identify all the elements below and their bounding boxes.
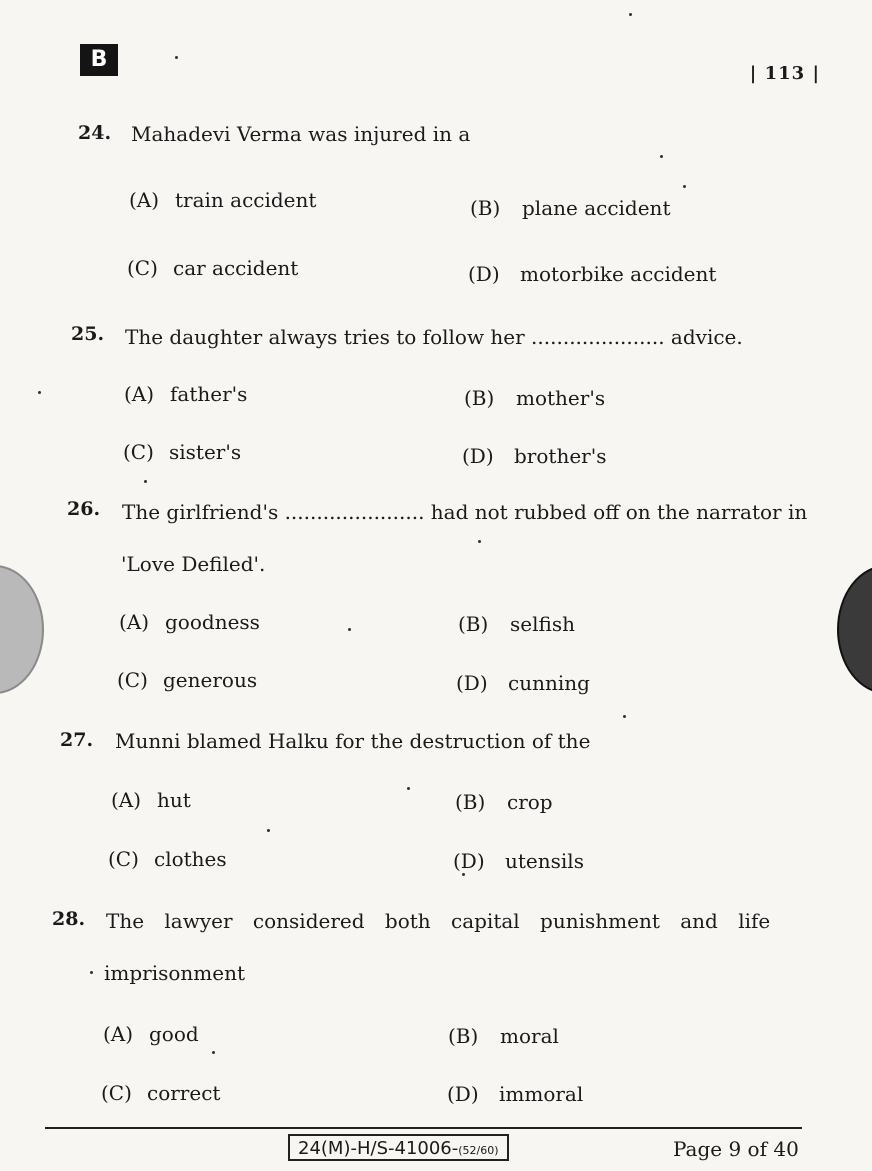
- option-text: selfish: [510, 612, 575, 636]
- scan-speck: [144, 480, 147, 483]
- option-label: (A): [103, 1022, 134, 1046]
- paper-code-text: 24(M)-H/S-41006-: [298, 1138, 459, 1159]
- option-label: (D): [456, 671, 488, 695]
- question-text: The lawyer considered both capital punishment and life: [106, 909, 771, 933]
- scan-speck: [629, 13, 632, 16]
- option-text: correct: [147, 1081, 221, 1105]
- scan-speck: [478, 540, 481, 543]
- page-number: Page 9 of 40: [673, 1137, 799, 1161]
- option-a: [111, 788, 191, 812]
- question-text: Mahadevi Verma was injured in a: [131, 122, 471, 146]
- punch-hole-right: [837, 565, 872, 694]
- option-text: sister's: [169, 440, 242, 464]
- scan-speck: [660, 155, 663, 158]
- option-label: (B): [448, 1024, 479, 1048]
- option-text: car accident: [173, 256, 299, 280]
- question-text-continued: 'Love Defiled'.: [121, 552, 266, 576]
- option-label: (A): [124, 382, 155, 406]
- question-number: 24.: [78, 122, 112, 144]
- option-c: [101, 1081, 220, 1105]
- option-text: utensils: [505, 849, 584, 873]
- scan-speck: [407, 787, 410, 790]
- question-text: Munni blamed Halku for the destruction of the: [115, 729, 591, 753]
- scan-speck: [462, 873, 465, 876]
- option-label: (C): [127, 256, 158, 280]
- option-text: train accident: [175, 188, 317, 212]
- option-d: [468, 262, 716, 286]
- option-c: [127, 256, 298, 280]
- option-text: brother's: [514, 444, 607, 468]
- option-label: (A): [111, 788, 142, 812]
- scan-speck: [90, 971, 93, 974]
- scan-speck: [175, 56, 178, 59]
- option-b: [464, 386, 605, 410]
- option-a: [124, 382, 247, 406]
- option-c: [123, 440, 241, 464]
- option-label: (B): [470, 196, 501, 220]
- option-text: clothes: [154, 847, 227, 871]
- scan-speck: [267, 829, 270, 832]
- option-c: [117, 668, 257, 692]
- option-b: [470, 196, 670, 220]
- option-text: immoral: [499, 1082, 584, 1106]
- option-label: (C): [108, 847, 139, 871]
- scan-speck: [623, 715, 626, 718]
- option-label: (B): [464, 386, 495, 410]
- option-b: [458, 612, 575, 636]
- option-text: moral: [500, 1024, 559, 1048]
- set-badge: B: [80, 44, 118, 76]
- option-a: [119, 610, 260, 634]
- scan-speck: [38, 391, 41, 394]
- option-text: father's: [170, 382, 248, 406]
- option-b: [448, 1024, 559, 1048]
- option-label: (C): [117, 668, 148, 692]
- option-d: [447, 1082, 583, 1106]
- option-text: plane accident: [522, 196, 671, 220]
- option-c: [108, 847, 227, 871]
- option-b: [455, 790, 553, 814]
- question-number: 26.: [67, 498, 101, 520]
- option-text: cunning: [508, 671, 590, 695]
- question-text: The daughter always tries to follow her ..................... advice.: [125, 325, 743, 349]
- option-label: (D): [462, 444, 494, 468]
- option-text: mother's: [516, 386, 606, 410]
- paper-code: [288, 1134, 509, 1161]
- scan-speck: [212, 1051, 215, 1054]
- option-d: [462, 444, 606, 468]
- question-number: 25.: [71, 323, 105, 345]
- option-label: (A): [129, 188, 160, 212]
- question-number: 28.: [52, 908, 86, 930]
- option-text: goodness: [165, 610, 260, 634]
- option-a: [129, 188, 316, 212]
- question-number: 27.: [60, 729, 94, 751]
- option-label: (B): [458, 612, 489, 636]
- option-text: generous: [163, 668, 258, 692]
- option-label: (D): [453, 849, 485, 873]
- footer-rule: [45, 1127, 802, 1129]
- paper-code-suffix: (52/60): [458, 1144, 499, 1157]
- punch-hole-left: [0, 565, 44, 694]
- option-text: good: [149, 1022, 199, 1046]
- question-text-continued: imprisonment: [104, 961, 246, 985]
- option-d: [456, 671, 590, 695]
- option-label: (D): [447, 1082, 479, 1106]
- option-label: (B): [455, 790, 486, 814]
- scan-speck: [683, 185, 686, 188]
- option-text: crop: [507, 790, 553, 814]
- option-label: (C): [123, 440, 154, 464]
- option-text: motorbike accident: [520, 262, 717, 286]
- scan-speck: [348, 628, 351, 631]
- question-text: The girlfriend's ...................... had not rubbed off on the narrator in: [122, 500, 808, 524]
- option-text: hut: [157, 788, 191, 812]
- option-label: (D): [468, 262, 500, 286]
- option-a: [103, 1022, 199, 1046]
- option-label: (A): [119, 610, 150, 634]
- page-reference: | 113 |: [749, 63, 820, 84]
- option-label: (C): [101, 1081, 132, 1105]
- option-d: [453, 849, 584, 873]
